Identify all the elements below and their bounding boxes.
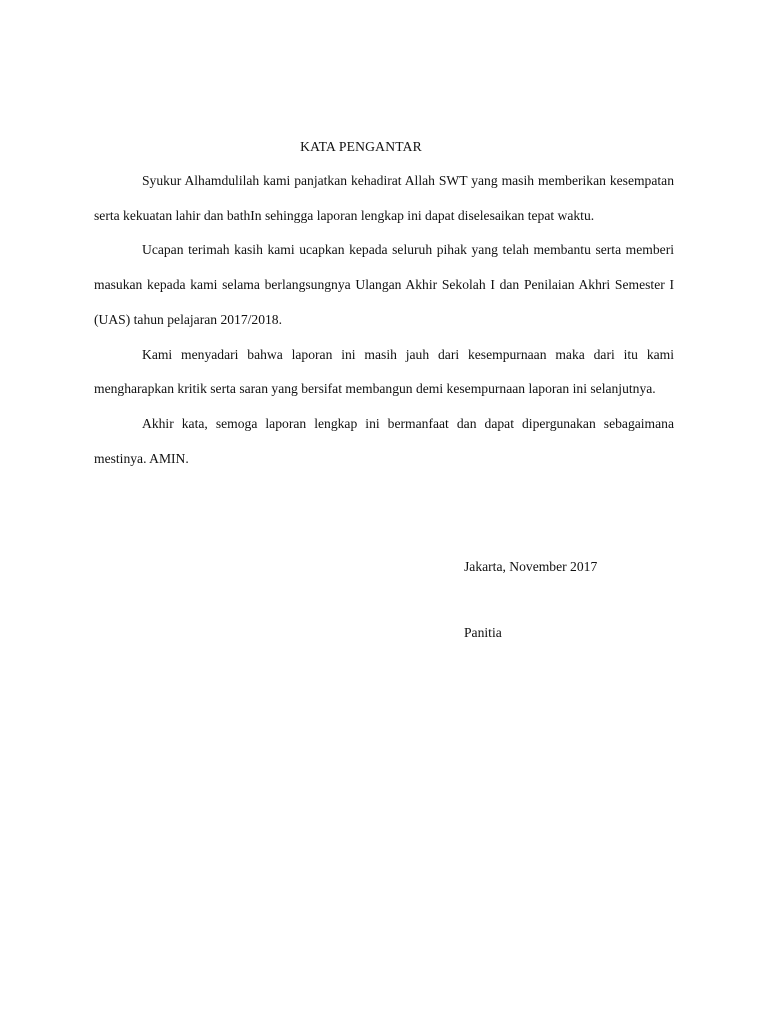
- place-date: Jakarta, November 2017: [464, 559, 598, 574]
- paragraph-gratitude: Syukur Alhamdulilah kami panjatkan kehadirat Allah SWT yang masih memberikan kesempatan serta kekuatan lahir dan bathIn sehingga laporan lengkap ini dapat diselesaikan tepat waktu.: [94, 173, 674, 223]
- paragraph-acknowledgement: Kami menyadari bahwa laporan ini masih jauh dari kesempurnaan maka dari itu kami mengharapkan kritik serta saran yang bersifat membangun demi kesempurnaan laporan ini selanjutnya.: [94, 346, 674, 397]
- paragraph-thanks: Ucapan terimah kasih kami ucapkan kepada seluruh pihak yang telah membantu serta memberi masukan kepada kami selama berlangsungnya Ulangan Akhir Sekolah I dan Penilaian Akhri Semester I (UAS) tahun pelajaran 2017/2018.: [94, 242, 674, 327]
- page-title: KATA PENGANTAR: [300, 139, 422, 154]
- paragraph-closing: Akhir kata, semoga laporan lengkap ini bermanfaat dan dapat dipergunakan sebagaimana mestinya. AMIN.: [94, 415, 674, 466]
- signer-name: Panitia: [464, 625, 502, 640]
- document-body: [94, 164, 674, 476]
